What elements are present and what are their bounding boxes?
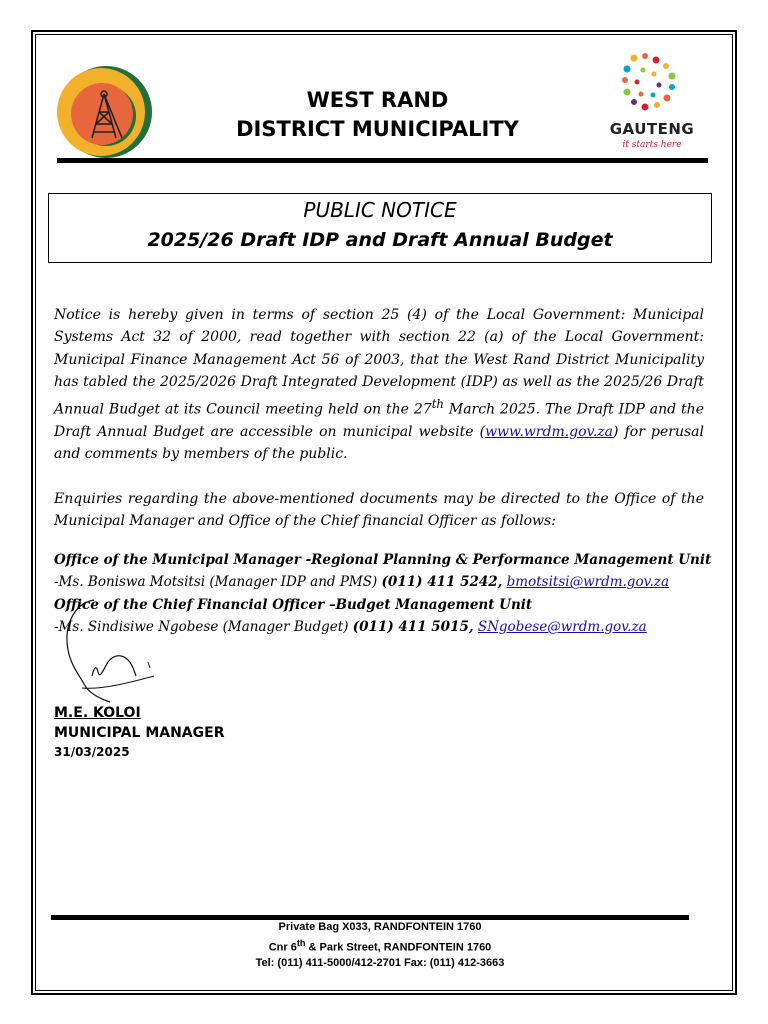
notice-p1-text-a: Notice is hereby given in terms of section 25 (4) of the Local Government: Municipal Systems Act 32 of 2000, read together with section 22 (a) of the Local Government: Municipal Finance Management Act 56 of 2003, that the West Rand District Municipality has tabled the 2025/2026 Draft Integrated Development (IDP) as well as the 2025/26 Draft Annual Budget at its Council meeting held on the 27 [54,307,704,418]
signatory-title: MUNICIPAL MANAGER [54,725,225,741]
header-divider [57,158,708,163]
contact-person: -Ms. Boniswa Motsitsi (Manager IDP and PMS) [54,574,382,591]
contact-entry [54,571,714,593]
footer-postal-address: Private Bag X033, RANDFONTEIN 1760 [278,921,482,933]
contact-unit-heading: Office of the Chief Financial Officer –Budget Management Unit [54,596,533,613]
notice-subtitle: 2025/26 Draft IDP and Draft Annual Budget [147,229,613,251]
contact-phone: (011) 411 5242, [381,574,503,591]
footer-address [150,920,610,971]
notice-p1-text-b: March 2025. The Draft IDP and the Draft Annual Budget are accessible on municipal website ( [54,401,704,441]
contact-phone: (011) 411 5015, [352,618,474,635]
gauteng-logo [600,52,704,156]
website-link[interactable]: www.wrdm.gov.za [485,424,613,441]
organisation-title [210,86,545,144]
notice-title: PUBLIC NOTICE [303,198,457,222]
footer-street-pre: Cnr 6 [268,941,297,954]
contact-unit-heading: Office of the Municipal Manager -Regional Planning & Performance Management Unit [54,552,712,568]
organisation-name-line2: DISTRICT MUNICIPALITY [236,117,519,141]
notice-body [54,304,704,532]
signatory-name: M.E. KOLOI [54,705,141,721]
signature-date: 31/03/2025 [54,745,130,759]
contact-person: -Ms. Sindisiwe Ngobese (Manager Budget) [54,618,353,635]
footer-street-sup: th [296,937,306,948]
west-rand-logo [56,64,160,160]
notice-title-box [48,193,712,263]
notice-p1-superscript: th [431,397,444,412]
footer-street-address [150,936,610,956]
footer-street-post: & Park Street, RANDFONTEIN 1760 [305,941,492,954]
notice-p1-text-c: ) for perusal and comments by members of the public. [54,424,704,463]
notice-paragraph-1 [54,304,704,466]
gauteng-wordmark: GAUTENG [609,120,695,138]
signatory-block [54,703,224,761]
footer-phone-fax: Tel: (011) 411-5000/412-2701 Fax: (011) 412-3663 [255,956,505,969]
gauteng-tagline: it starts here [622,140,682,150]
notice-paragraph-2: Enquiries regarding the above-mentioned documents may be directed to the Office of the Municipal Manager and Office of the Chief financial Officer as follows: [54,490,704,530]
contact-email-link[interactable]: bmotsitsi@wrdm.gov.za [506,574,670,591]
contact-email-link[interactable]: SNgobese@wrdm.gov.za [477,618,647,635]
gauteng-dots-icon [614,52,684,114]
handwritten-signature [62,598,162,708]
organisation-name-line1: WEST RAND [306,88,449,112]
